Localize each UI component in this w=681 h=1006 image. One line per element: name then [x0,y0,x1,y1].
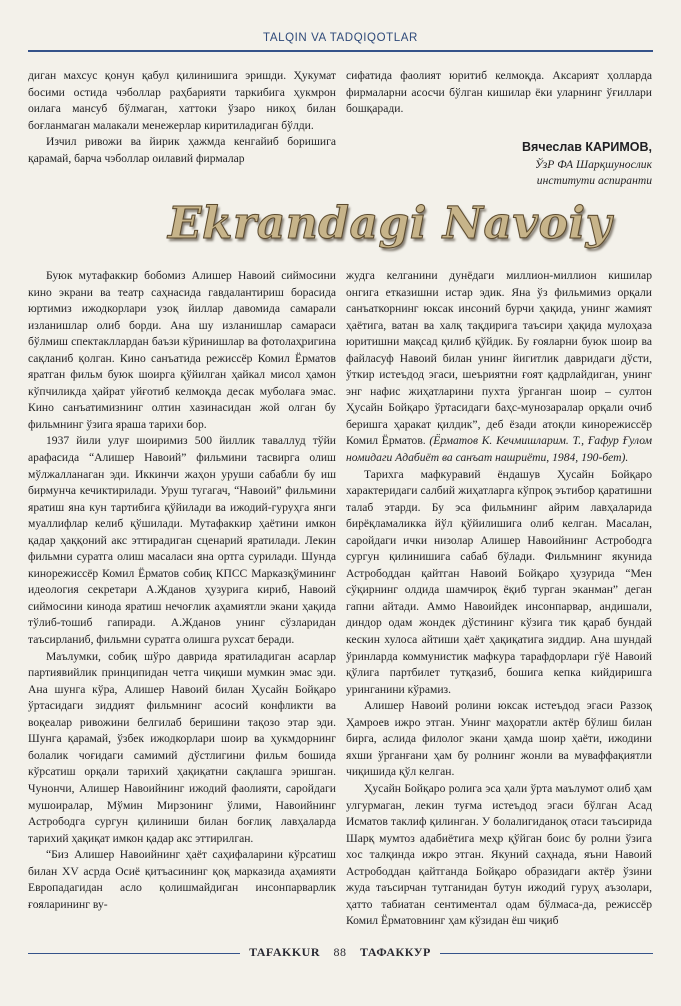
paragraph: Маълумки, собиқ шўро даврида яратиладиган асарлар партиявийлик принципидан четга чиқиши мумкин эмас эди. Ана шунга кўра, Алишер Навоий билан Ҳусайн Бойқаро ўртасидаги зиддият фильмнинг асосий конфликти ва воқеалар ривожини белгилаб беришини тақозо этар эди. Шунга қарамай, ўзбек ижодкорлари шоир ва ҳукмдорнинг болалик чоғидаги самимий дўстлигини фильм бошида кўрсатиш орқали тарихий ҳақиқатни сақлашга эришган. Чунончи, Алишер Навоийнинг ижодий фаолияти, саройдаги мушоиралар, Мўмин Мирзонинг ўлими, Навоийнинг Астрободга сургун қилиниши билан боғлиқ лавҳаларда тарихий ҳақиқат имкон қадар акс эттирилган. [28,649,336,845]
article-right-column [346,268,652,930]
section-title: TALQIN VA TADQIQOTLAR [263,32,418,44]
header-rule [28,50,653,52]
paragraph [346,268,652,467]
previous-article-left-column [28,68,336,167]
footer-rule-left [28,953,240,954]
article-title-banner [0,196,681,266]
author-name: Вячеслав КАРИМОВ, [522,140,652,154]
article-left-column [28,268,336,913]
page-number: 88 [333,945,347,959]
running-footer [28,944,653,964]
paragraph: Тарихга мафкуравий ёндашув Ҳусайн Бойқаро характеридаги салбий жиҳатларга кўпроқ эътибор қаратишни талаб этарди. Бу эса фильмнинг айрим лавҳаларида бирёқламаликка йўл қўйилишига олиб келган. Масалан, саройдаги ички низолар Алишер Навоийнинг Астрободга сургун қилинишига сабаб бўлади. Фильмнинг якунида Астрободдан қайтган Навоий Бойқаро ҳузурида “Мен сўқирнинг олдида шамчироқ ёқиб турган эканман” деган гапни айтади. Аммо Навоийдек инсонпарвар, андишали, диндор одам жондек дўстининг кўзига тик қараб бундай кескин хулоса айтиши ҳаёт ҳақиқатига зиддир. Ана шундай ўринларда коммунистик мафкура тарафдорлари гўё Навоий қўлига партбилет тутқазиб, бошига кепка кийдиришга уринганини кўрамиз. [346,467,652,696]
article-title: Ekrandagi Navoiy [168,198,612,249]
previous-article-right-column [346,68,652,118]
paragraph: диган махсус қонун қабул қилинишига эришди. Ҳукумат босими остида чэболлар раҳбарияти таркибига ҳукмрон оилага мансуб бўлмаган, хаттоки ўзаро никоҳ билан боғланмаган малакали менежерлар киритиладиган бўлди. [28,69,336,132]
footer-label [240,945,440,960]
author-affiliation-line-2: институти аспиранти [536,174,652,187]
paragraph: Буюк мутафаккир бобомиз Алишер Навоий сиймосини кино экрани ва театр саҳнасида гавдалантириш борасида юртимиз ижодкорлари узоқ йиллар давомида самарали изланишлар олиб борди. Ана шу изланишлар самараси бўлмиш спектакллардан баъзи кўринишлар ва фотолаҳригина сақланиб қолган. Кино санъатида режиссёр Комил Ёрматов яратган фильм буюк шоирга қўйилган ҳайкал мисол ҳамон кўпчиликда ҳайрат уйғотиб келмоқда десак муболаға эмас. Кино санъатимизнинг олтин хазинасидан жой олган бу фильмнинг ўзига яраша тарихи бор. [28,269,336,431]
paragraph: 1937 йили улуғ шоиримиз 500 йиллик таваллуд тўйи арафасида “Алишер Навоий” фильмини тасвирга олиш мўлжалланаган эди. Иккинчи жаҳон уруши сабабли бу иш бирмунча кечиктирилади. Уруш тугагач, “Навоий” фильмини яратиш яна кун тартибига қўйилади ва ижодий-гуруҳга янги муаллифлар келиб қўшилади. Мутафаккир ҳаётини имкон қадар ҳаққоний акс эттирадиган сценарий яратилади. Лекин фильмни суратга олиш масаласи яна ортга сурилади. Шунда кинорежиссёр Комил Ёрматов собиқ КПСС Марказқўмининг идеология секретари А.Жданов ҳузурига кириб, Навоий сиймосини кинода яратиш нечоғлик аҳамиятли экани ҳақида тўлиб-тошиб гапиради. А.Жданов унинг сўзларидан таъсирланиб, фильмни суратга олишга рухсат беради. [28,434,336,647]
paragraph: Ҳусайн Бойқаро ролига эса ҳали ўрта маълумот олиб ҳам улгурмаган, лекин туғма истеъдод эгаси бўлган Асад Исматов таклиф қилинган. У болалигиданоқ отаси таъсирида Шарқ мумтоз адабиётига меҳр қўйган боис бу ролни ўзига хос талқинда ижро этган. Якуний саҳнада, яъни Навоий Астрободдан қайтганда Бойқаро образидаги актёр ўзини жуда таъсирчан тутганидан бутун ижодий гуруҳ аъзолари, ҳатто табиатан сентиментал одам бўлмаса-да, режиссёр Комил Ёрматовнинг ҳам кўзидан ёш чиқиб [346,781,652,928]
paragraph: Изчил ривожи ва йирик ҳажмда кенгайиб боришига қарамай, барча чэболлар оилавий фирмалар [28,135,336,165]
paragraph-text: жудга келганини дунёдаги миллион-миллион кишилар онгига етказишни истар эдик. Яна ўз фильмимиз орқали санъаткорнинг юксак инсоний бурчи ҳақида, унинг жамият ҳаётига, ватан ва халқ тақдирига таъсири ҳақида мулоҳаза юритишни мақсад қилиб қўйдик. Бу ғояларни буюк шоир ва файласуф Навоий билан унинг йигитлик давридаги дўсти, ўткир истеъдод эгаси, шеъриятни ғоят қадрлайдиган, унинг энг нафис жиҳатларини пухта ўрганган шоир – султон Ҳусайн Бойқаро ўртасидаги баҳс-мунозаралар орқали очиб беришга ҳаракат қилдик”, деб ёзади атоқли кинорежиссёр Комил Ёрматов. [346,269,652,448]
footer-journal-latin: TAFAKKUR [249,945,321,959]
footer-journal-cyrillic: ТАФАККУР [360,945,431,959]
paragraph: “Биз Алишер Навоийнинг ҳаёт саҳифаларини кўрсатиш билан XV асрда Осиё қитъасининг қоқ марказида аҳамияти Европадагидан асло қолишмайдиган инсонпарварлик ғояларининг ву- [28,848,336,911]
citation: (Ёрматов К. Кечмишларим. Т., Ғафур Ғулом номидаги Адабиёт ва санъат нашриёти, 1984, 190-бет). [346,434,652,465]
running-header [28,32,653,44]
author-signature [346,140,652,189]
footer-rule-right [440,953,653,954]
paragraph: сифатида фаолият юритиб келмоқда. Аксарият ҳолларда фирмаларни асосчи бўлган кишилар ёки уларнинг ўғиллари бошқаради. [346,69,652,116]
author-affiliation-line-1: ЎзР ФА Шарқшунослик [534,158,652,171]
paragraph: Алишер Навоий ролини юксак истеъдод эгаси Раззоқ Ҳамроев ижро этган. Унинг маҳоратли актёр бўлиш билан бирга, аслида филолог экани ҳамда шоир ҳаёти, ижодини яхши ўрганғани ҳам бу ролнинг жонли ва муваффақиятли чиқишида қўл келган. [346,699,652,779]
